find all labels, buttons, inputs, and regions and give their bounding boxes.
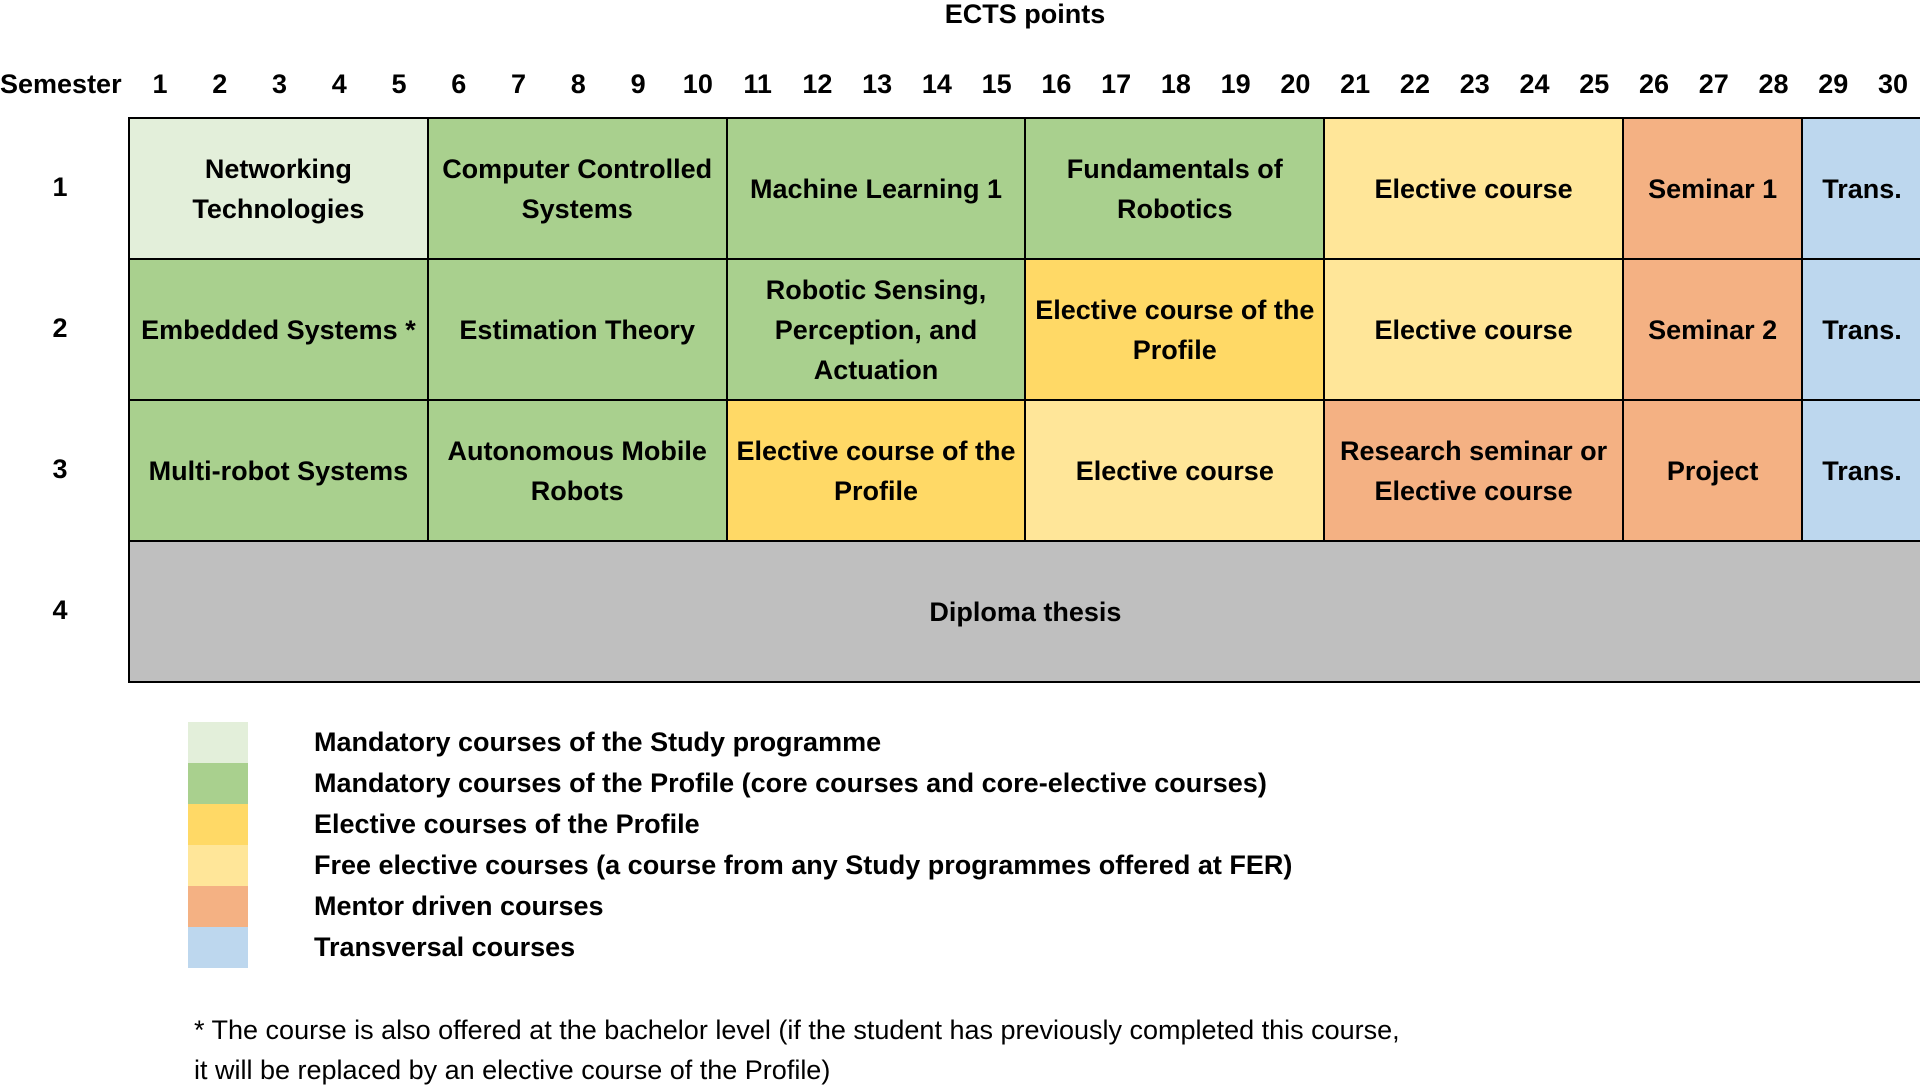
course-name: Embedded Systems * <box>141 314 416 345</box>
legend-label: Mandatory courses of the Profile (core courses and core-elective courses) <box>314 768 1267 798</box>
semester-header-label: Semester <box>0 69 122 99</box>
legend-swatch <box>188 763 248 804</box>
ects-column-number: 8 <box>570 69 586 99</box>
semester-number: 1 <box>52 172 68 202</box>
course-cell <box>1622 258 1803 401</box>
ects-column-number: 22 <box>1399 69 1430 99</box>
course-name: Trans. <box>1822 455 1902 486</box>
course-cell <box>128 399 429 542</box>
ects-column-number: 6 <box>451 69 467 99</box>
course-cell <box>1622 399 1803 542</box>
course-cell <box>726 399 1027 542</box>
course-cell <box>427 117 728 260</box>
course-name: Computer Controlled Systems <box>442 153 713 224</box>
course-cell <box>1024 399 1325 542</box>
ects-column-number: 1 <box>152 69 168 99</box>
ects-column-number: 18 <box>1160 69 1191 99</box>
course-name: Robotic Sensing, Perception, and Actuation <box>765 274 987 385</box>
legend-label: Elective courses of the Profile <box>314 809 700 839</box>
course-cell <box>1801 399 1920 542</box>
course-name: Trans. <box>1822 314 1902 345</box>
course-name: Seminar 1 <box>1648 173 1778 204</box>
course-cell <box>1801 117 1920 260</box>
ects-column-number: 4 <box>331 69 347 99</box>
ects-column-number: 5 <box>391 69 407 99</box>
ects-column-number: 15 <box>981 69 1012 99</box>
course-name: Seminar 2 <box>1648 314 1778 345</box>
legend-swatch <box>188 886 248 927</box>
ects-column-number: 25 <box>1579 69 1610 99</box>
ects-column-number: 26 <box>1638 69 1670 99</box>
ects-column-number: 20 <box>1280 69 1311 99</box>
semester-number: 2 <box>52 313 68 343</box>
course-name: Autonomous Mobile Robots <box>447 435 707 506</box>
course-name: Elective course of the Profile <box>1035 294 1315 365</box>
ects-column-number: 16 <box>1041 69 1072 99</box>
course-cell <box>1024 258 1325 401</box>
course-cell <box>427 258 728 401</box>
course-name: Estimation Theory <box>459 314 695 345</box>
course-name: Networking Technologies <box>192 153 365 224</box>
course-name: Diploma thesis <box>929 596 1122 627</box>
ects-column-number: 24 <box>1519 69 1550 99</box>
legend-label: Mandatory courses of the Study programme <box>314 727 882 757</box>
legend-swatch <box>188 722 248 763</box>
ects-column-number: 28 <box>1758 69 1789 99</box>
legend-swatch <box>188 804 248 845</box>
legend-label: Free elective courses (a course from any Study programmes offered at FER) <box>314 850 1293 880</box>
ects-points-title: ECTS points <box>944 0 1106 29</box>
ects-column-number: 14 <box>921 69 952 99</box>
course-name: Machine Learning 1 <box>749 173 1003 204</box>
ects-column-number: 19 <box>1220 69 1251 99</box>
course-name: Project <box>1666 455 1759 486</box>
ects-column-number: 10 <box>682 69 713 99</box>
course-cell <box>128 540 1920 683</box>
ects-column-number: 27 <box>1698 69 1729 99</box>
semester-number: 4 <box>52 595 68 625</box>
footnote-line-2: it will be replaced by an elective course of the Profile) <box>194 1055 831 1085</box>
course-cell <box>726 117 1027 260</box>
footnote-line-1: * The course is also offered at the bachelor level (if the student has previously completed this course, <box>194 1015 1400 1045</box>
ects-column-number: 29 <box>1818 69 1849 99</box>
ects-column-number: 30 <box>1878 69 1909 99</box>
ects-column-number: 3 <box>272 69 288 99</box>
course-cell <box>1801 258 1920 401</box>
course-cell <box>128 117 429 260</box>
ects-column-number: 17 <box>1101 69 1132 99</box>
ects-column-number: 7 <box>511 69 527 99</box>
ects-column-number: 23 <box>1459 69 1490 99</box>
course-name: Research seminar or Elective course <box>1340 435 1608 506</box>
course-cell <box>1323 399 1624 542</box>
legend-swatch <box>188 845 248 886</box>
course-name: Trans. <box>1822 173 1902 204</box>
course-name: Multi-robot Systems <box>148 455 409 486</box>
course-cell <box>1323 117 1624 260</box>
ects-column-number: 13 <box>862 69 893 99</box>
ects-column-number: 9 <box>630 69 646 99</box>
legend-label: Mentor driven courses <box>314 891 604 921</box>
course-cell <box>726 258 1027 401</box>
course-cell <box>427 399 728 542</box>
course-cell <box>1024 117 1325 260</box>
course-name: Fundamentals of Robotics <box>1066 153 1283 224</box>
course-name: Elective course <box>1374 314 1573 345</box>
ects-column-number: 12 <box>802 69 833 99</box>
legend-label: Transversal courses <box>314 932 576 962</box>
course-cell <box>1622 117 1803 260</box>
course-cell <box>1323 258 1624 401</box>
ects-column-number: 11 <box>743 69 772 99</box>
course-name: Elective course <box>1075 455 1274 486</box>
course-cell <box>128 258 429 401</box>
course-name: Elective course <box>1374 173 1573 204</box>
legend-swatch <box>188 927 248 968</box>
semester-number: 3 <box>52 454 68 484</box>
ects-column-number: 2 <box>212 69 228 99</box>
course-name: Elective course of the Profile <box>736 435 1016 506</box>
ects-column-number: 21 <box>1340 69 1371 99</box>
